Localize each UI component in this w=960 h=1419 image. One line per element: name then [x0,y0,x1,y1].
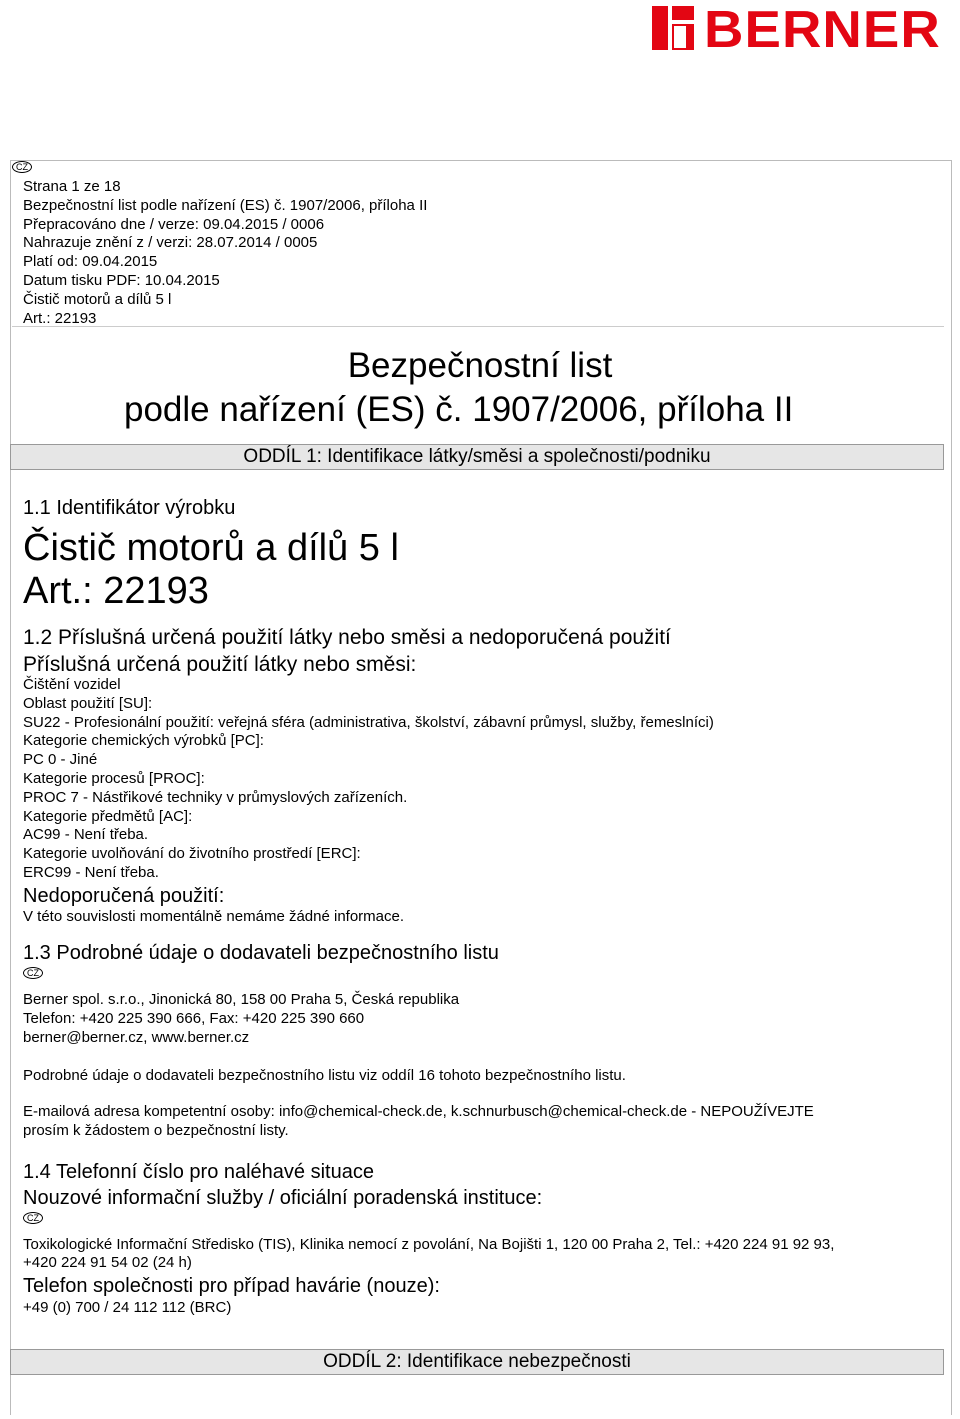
s12-heading: 1.2 Příslušná určená použití látky nebo směsi a nedoporučená použití [23,626,671,649]
use-line: Oblast použití [SU]: [23,694,153,712]
product-name: Čistič motorů a dílů 5 l [23,527,399,569]
country-badge: CZ [12,161,32,173]
berner-logo-text: BERNER [704,1,941,59]
uses-list [23,676,714,883]
header-page: Strana 1 ze 18 [23,178,121,195]
header-regulation: Bezpečnostní list podle nařízení (ES) č. 1907/2006, příloha II [23,196,428,214]
supplier-web: berner@berner.cz, www.berner.cz [23,1028,250,1046]
header-divider [12,326,944,327]
use-line: PROC 7 - Nástřikové techniky v průmyslových zařízeních. [23,788,408,806]
s14-country-badge: CZ [23,1212,43,1224]
document-title: Bezpečnostní list [347,346,613,385]
use-line: Kategorie předmětů [AC]: [23,807,193,825]
header-valid-from: Platí od: 09.04.2015 [23,253,158,271]
use-line: ERC99 - Není třeba. [23,863,159,881]
email-line-2: prosím k žádostem o bezpečnostní listy. [23,1122,289,1139]
use-line: AC99 - Není třeba. [23,826,149,844]
company-phone: +49 (0) 700 / 24 112 112 (BRC) [23,1299,232,1316]
document-subtitle: podle nařízení (ES) č. 1907/2006, příloha II [124,390,794,429]
not-recommended-text: V této souvislosti momentálně nemáme žádné informace. [23,908,405,925]
use-line: PC 0 - Jiné [23,751,98,769]
supplier-note: Podrobné údaje o dodavateli bezpečnostního listu viz oddíl 16 tohoto bezpečnostního listu. [23,1067,626,1084]
header-print-date: Datum tisku PDF: 10.04.2015 [23,271,220,289]
header-product: Čistič motorů a dílů 5 l [23,290,172,308]
document-header [23,178,427,328]
not-recommended-heading: Nedoporučená použití: [23,885,225,907]
supplier-block [23,991,459,1047]
s13-heading: 1.3 Podrobné údaje o dodavateli bezpečnostního listu [23,942,499,964]
s12-subheading: Příslušná určená použití látky nebo směsi: [23,653,417,676]
header-replaces: Nahrazuje znění z / verzi: 28.07.2014 / 0005 [23,234,318,252]
tis-line-2: +420 224 91 54 02 (24 h) [23,1254,192,1271]
tis-line-1: Toxikologické Informační Středisko (TIS), Klinika nemocí z povolání, Na Bojišti 1, 120 00 Praha 2, Tel.: +420 224 91 92 93, [23,1236,835,1253]
use-line: Čištění vozidel [23,676,121,693]
product-art: Art.: 22193 [23,570,209,612]
berner-logo-mark-icon [652,6,694,50]
s14-heading: 1.4 Telefonní číslo pro naléhavé situace [23,1161,374,1183]
section1-heading: ODDÍL 1: Identifikace látky/směsi a společnosti/podniku [10,444,944,470]
supplier-phone: Telefon: +420 225 390 666, Fax: +420 225 390 660 [23,1009,365,1027]
berner-logo [652,1,954,59]
section2-heading: ODDÍL 2: Identifikace nebezpečnosti [10,1349,944,1375]
use-line: Kategorie procesů [PROC]: [23,769,205,787]
s11-heading: 1.1 Identifikátor výrobku [23,497,236,519]
header-art: Art.: 22193 [23,309,97,327]
header-revised: Přepracováno dne / verze: 09.04.2015 / 0006 [23,215,325,233]
company-phone-heading: Telefon společnosti pro případ havárie (nouze): [23,1275,440,1297]
use-line: SU22 - Profesionální použití: veřejná sféra (administrativa, školství, zábavní průmysl, služby, řemeslníci) [23,713,714,731]
supplier-address: Berner spol. s.r.o., Jinonická 80, 158 00 Praha 5, Česká republika [23,991,460,1008]
use-line: Kategorie uvolňování do životního prostředí [ERC]: [23,845,361,863]
email-line-1: E-mailová adresa kompetentní osoby: info@chemical-check.de, k.schnurbusch@chemical-check.de - NEPOUŽÍVEJTE [23,1103,814,1120]
use-line: Kategorie chemických výrobků [PC]: [23,732,264,750]
s13-country-badge: CZ [23,967,43,979]
s14-subheading: Nouzové informační služby / oficiální poradenská instituce: [23,1187,543,1209]
